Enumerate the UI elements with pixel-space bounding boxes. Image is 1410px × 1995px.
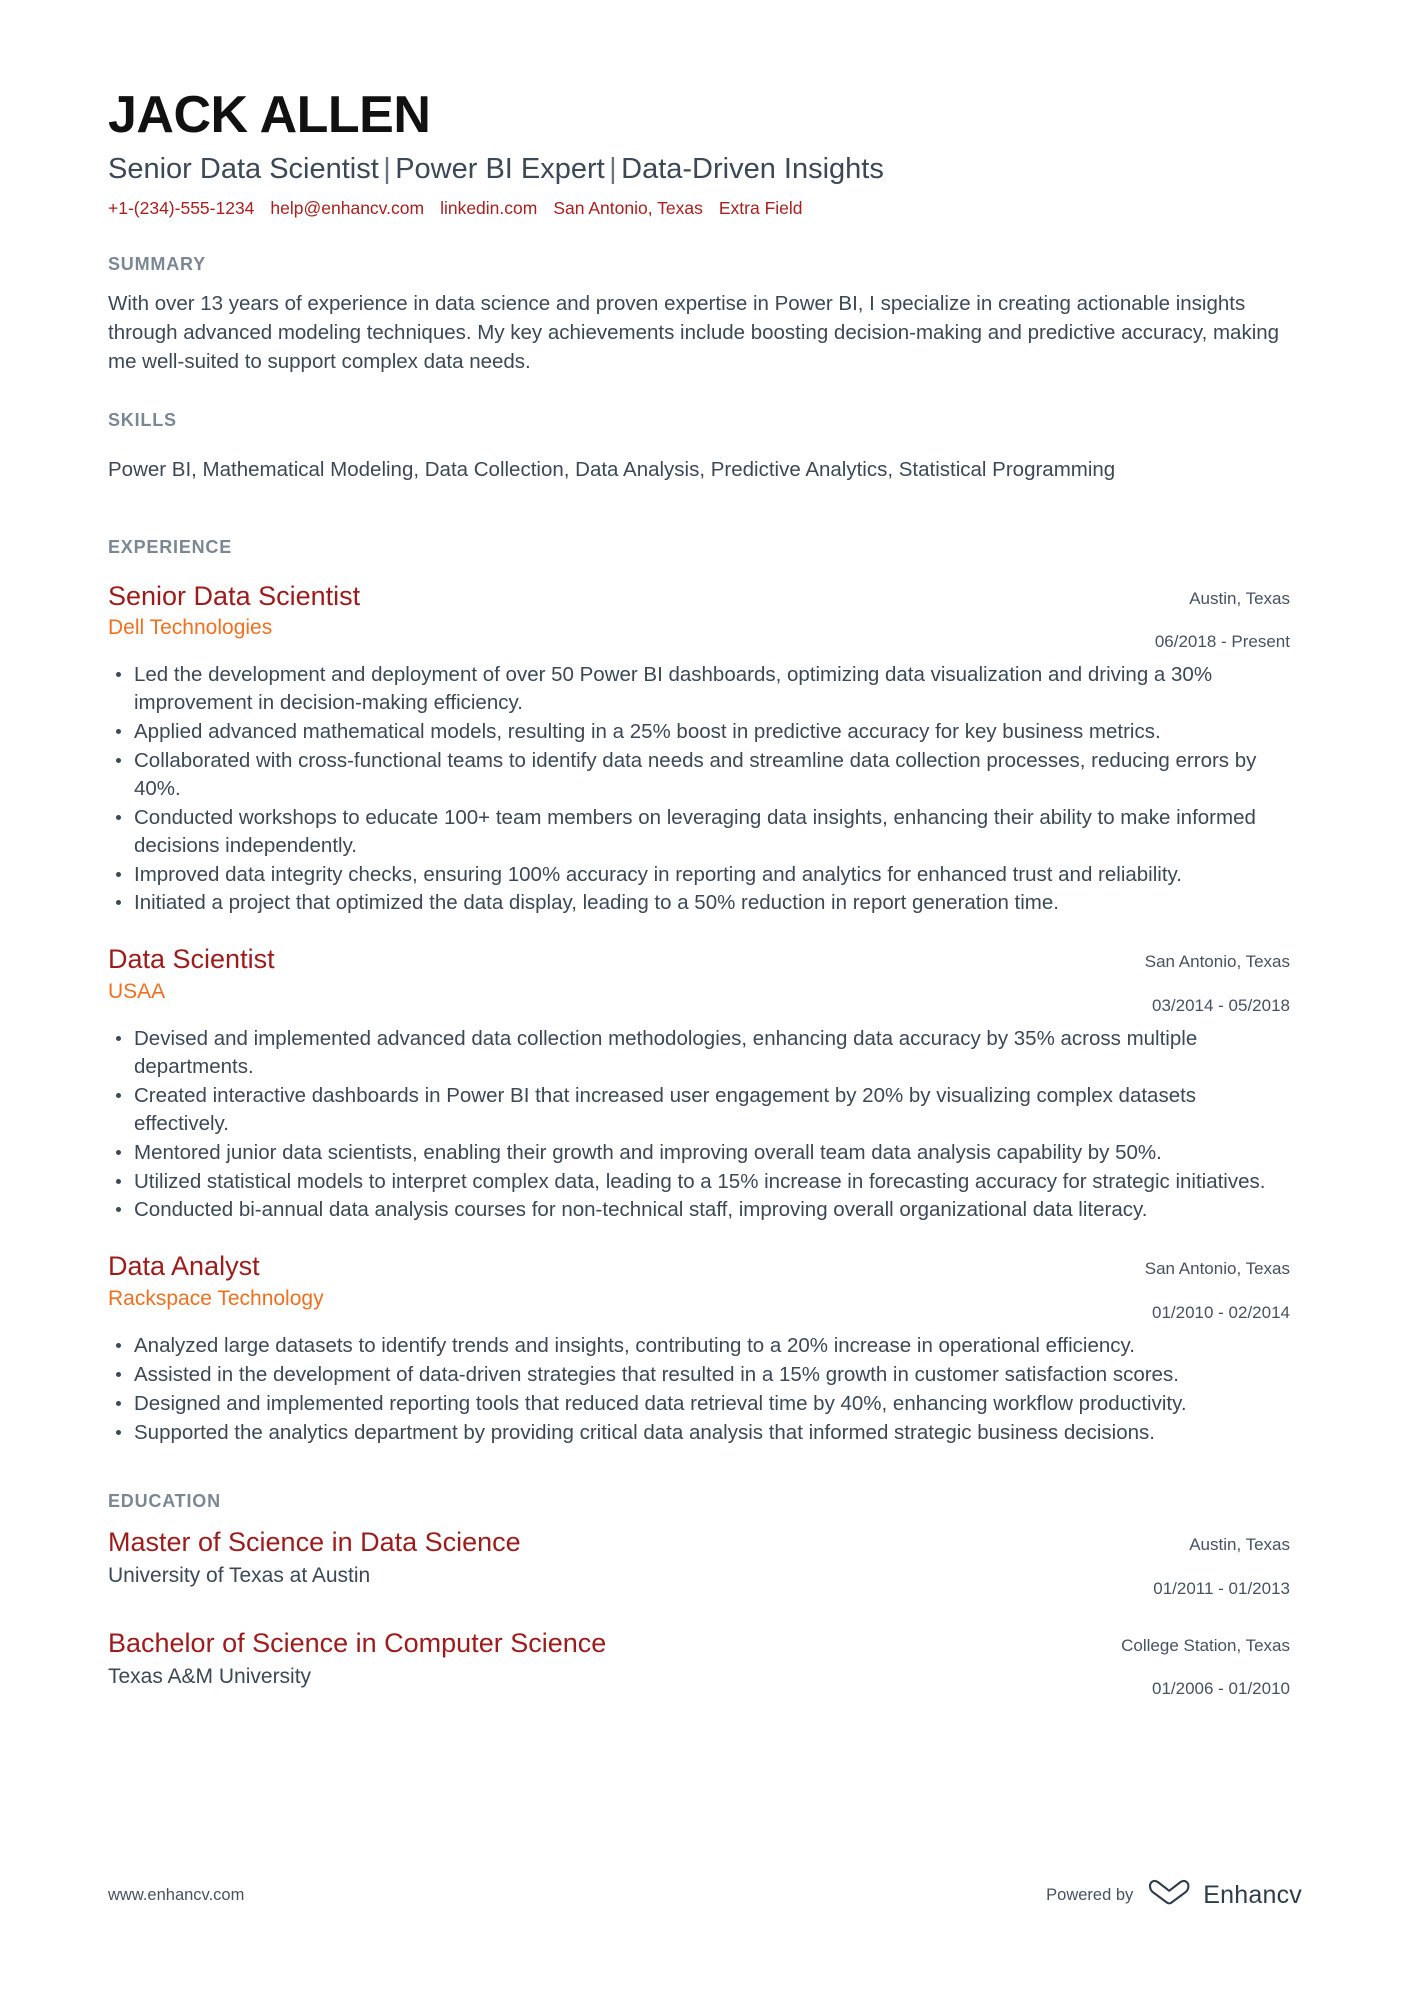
education-entry-right [1097,1627,1290,1702]
headline-part-2: Power BI Expert [395,153,605,186]
section-title-summary: SUMMARY [108,254,206,275]
experience-entry-right [1121,1250,1290,1325]
job-bullet: Applied advanced mathematical models, resulting in a 25% boost in predictive accuracy for key business metrics. [108,718,1290,746]
resume-content [108,88,1290,1701]
job-bullet: Assisted in the development of data-driven strategies that resulted in a 15% growth in customer satisfaction scores. [108,1361,1290,1389]
job-bullets [108,1332,1290,1447]
powered-by-label: Powered by [1046,1886,1134,1904]
school-dates: 01/2011 - 01/2013 [1153,1578,1290,1598]
job-bullet: Devised and implemented advanced data collection methodologies, enhancing data accuracy by 35% across multiple departments. [108,1025,1290,1081]
education-entry [108,1627,1290,1702]
contact-phone[interactable]: +1-(234)-555-1234 [108,198,255,219]
enhancv-brand [1147,1878,1302,1913]
section-skills [108,410,1290,484]
experience-entry-header [108,580,1290,655]
section-summary [108,254,1290,376]
job-bullet: Created interactive dashboards in Power BI that increased user engagement by 20% by visualizing complex datasets effectively. [108,1082,1290,1138]
experience-entry-right [1131,580,1290,655]
job-bullet: Collaborated with cross-functional teams to identify data needs and streamline data collection processes, reducing errors by 40%. [108,747,1290,803]
education-entry-header [108,1526,1290,1601]
candidate-headline [108,151,1290,187]
company-name: Rackspace Technology [108,1286,324,1310]
experience-entry-header [108,943,1290,1018]
contact-email[interactable]: help@enhancv.com [270,198,425,219]
job-bullets [108,1025,1290,1224]
job-bullet: Designed and implemented reporting tools that reduced data retrieval time by 40%, enhancing workflow productivity. [108,1390,1290,1418]
summary-text: With over 13 years of experience in data science and proven expertise in Power BI, I specialize in creating actionable insights through advanced modeling techniques. My key achievements include boosting decision-making and predictive accuracy, making me well-suited to support complex data needs. [108,292,1280,374]
experience-entry-left [108,1250,1121,1312]
candidate-name: JACK ALLEN [108,86,431,144]
job-bullet: Conducted workshops to educate 100+ team members on leveraging data insights, enhancing their ability to make informed decisions independently. [108,804,1290,860]
job-bullet: Supported the analytics department by providing critical data analysis that informed strategic business decisions. [108,1419,1290,1447]
skills-text: Power BI, Mathematical Modeling, Data Collection, Data Analysis, Predictive Analytics, Statistical Programming [108,458,1116,482]
section-title-skills: SKILLS [108,410,177,431]
headline-part-3: Data-Driven Insights [621,153,884,186]
degree-title: Master of Science in Data Science [108,1526,521,1557]
headline-separator-1: | [380,153,394,186]
resume-header [108,88,1290,220]
job-bullet: Mentored junior data scientists, enabling their growth and improving overall team data analysis capability by 50%. [108,1139,1290,1167]
job-bullet: Improved data integrity checks, ensuring 100% accuracy in reporting and analytics for enhanced trust and reliability. [108,861,1290,889]
experience-entry-right [1121,943,1290,1018]
headline-separator-2: | [606,153,620,186]
degree-title: Bachelor of Science in Computer Science [108,1627,607,1658]
job-location: San Antonio, Texas [1144,952,1290,972]
section-title-education: EDUCATION [108,1490,221,1511]
company-name: USAA [108,979,166,1003]
section-education [108,1491,1290,1702]
experience-entry-left [108,943,1121,1005]
enhancv-brand-name: Enhancv [1203,1881,1302,1909]
footer-website-url[interactable]: www.enhancv.com [108,1886,245,1904]
school-location: College Station, Texas [1121,1635,1290,1655]
job-bullet: Led the development and deployment of over 50 Power BI dashboards, optimizing data visualization and driving a 30% improvement in decision-making efficiency. [108,661,1290,717]
education-entry-header [108,1627,1290,1702]
school-name: Texas A&M University [108,1664,312,1688]
page-footer [108,1878,1302,1913]
job-dates: 03/2014 - 05/2018 [1151,996,1290,1016]
experience-entry-header [108,1250,1290,1325]
school-location: Austin, Texas [1189,1534,1290,1554]
job-location: Austin, Texas [1189,588,1290,608]
job-bullet: Initiated a project that optimized the data display, leading to a 50% reduction in report generation time. [108,889,1290,917]
job-bullets [108,661,1290,917]
school-name: University of Texas at Austin [108,1564,371,1588]
education-entry-left [108,1627,1097,1691]
experience-entry [108,943,1290,1224]
job-bullet: Conducted bi-annual data analysis courses for non-technical staff, improving overall organizational data literacy. [108,1196,1290,1224]
job-dates: 01/2010 - 02/2014 [1151,1303,1290,1323]
enhancv-logo-icon [1147,1878,1193,1913]
education-entry [108,1526,1290,1601]
education-entry-left [108,1526,1129,1590]
contact-linkedin[interactable]: linkedin.com [440,198,538,219]
school-dates: 01/2006 - 01/2010 [1151,1679,1290,1699]
experience-entry-left [108,580,1131,642]
contact-extra-field: Extra Field [718,198,803,219]
headline-part-1: Senior Data Scientist [108,153,379,186]
job-title: Data Scientist [108,944,275,975]
job-bullet: Utilized statistical models to interpret complex data, leading to a 15% increase in forecasting accuracy for strategic initiatives. [108,1168,1290,1196]
education-entry-right [1129,1526,1290,1601]
experience-entry [108,580,1290,918]
job-bullet: Analyzed large datasets to identify trends and insights, contributing to a 20% increase in operational efficiency. [108,1332,1290,1360]
footer-branding [1046,1878,1302,1913]
job-title: Senior Data Scientist [108,580,361,611]
contact-bar [108,197,1290,220]
experience-entry [108,1250,1290,1446]
company-name: Dell Technologies [108,615,273,639]
section-experience [108,537,1290,1447]
job-title: Data Analyst [108,1251,260,1282]
contact-location: San Antonio, Texas [553,198,703,219]
job-dates: 06/2018 - Present [1154,632,1290,652]
job-location: San Antonio, Texas [1144,1259,1290,1279]
section-title-experience: EXPERIENCE [108,536,233,557]
